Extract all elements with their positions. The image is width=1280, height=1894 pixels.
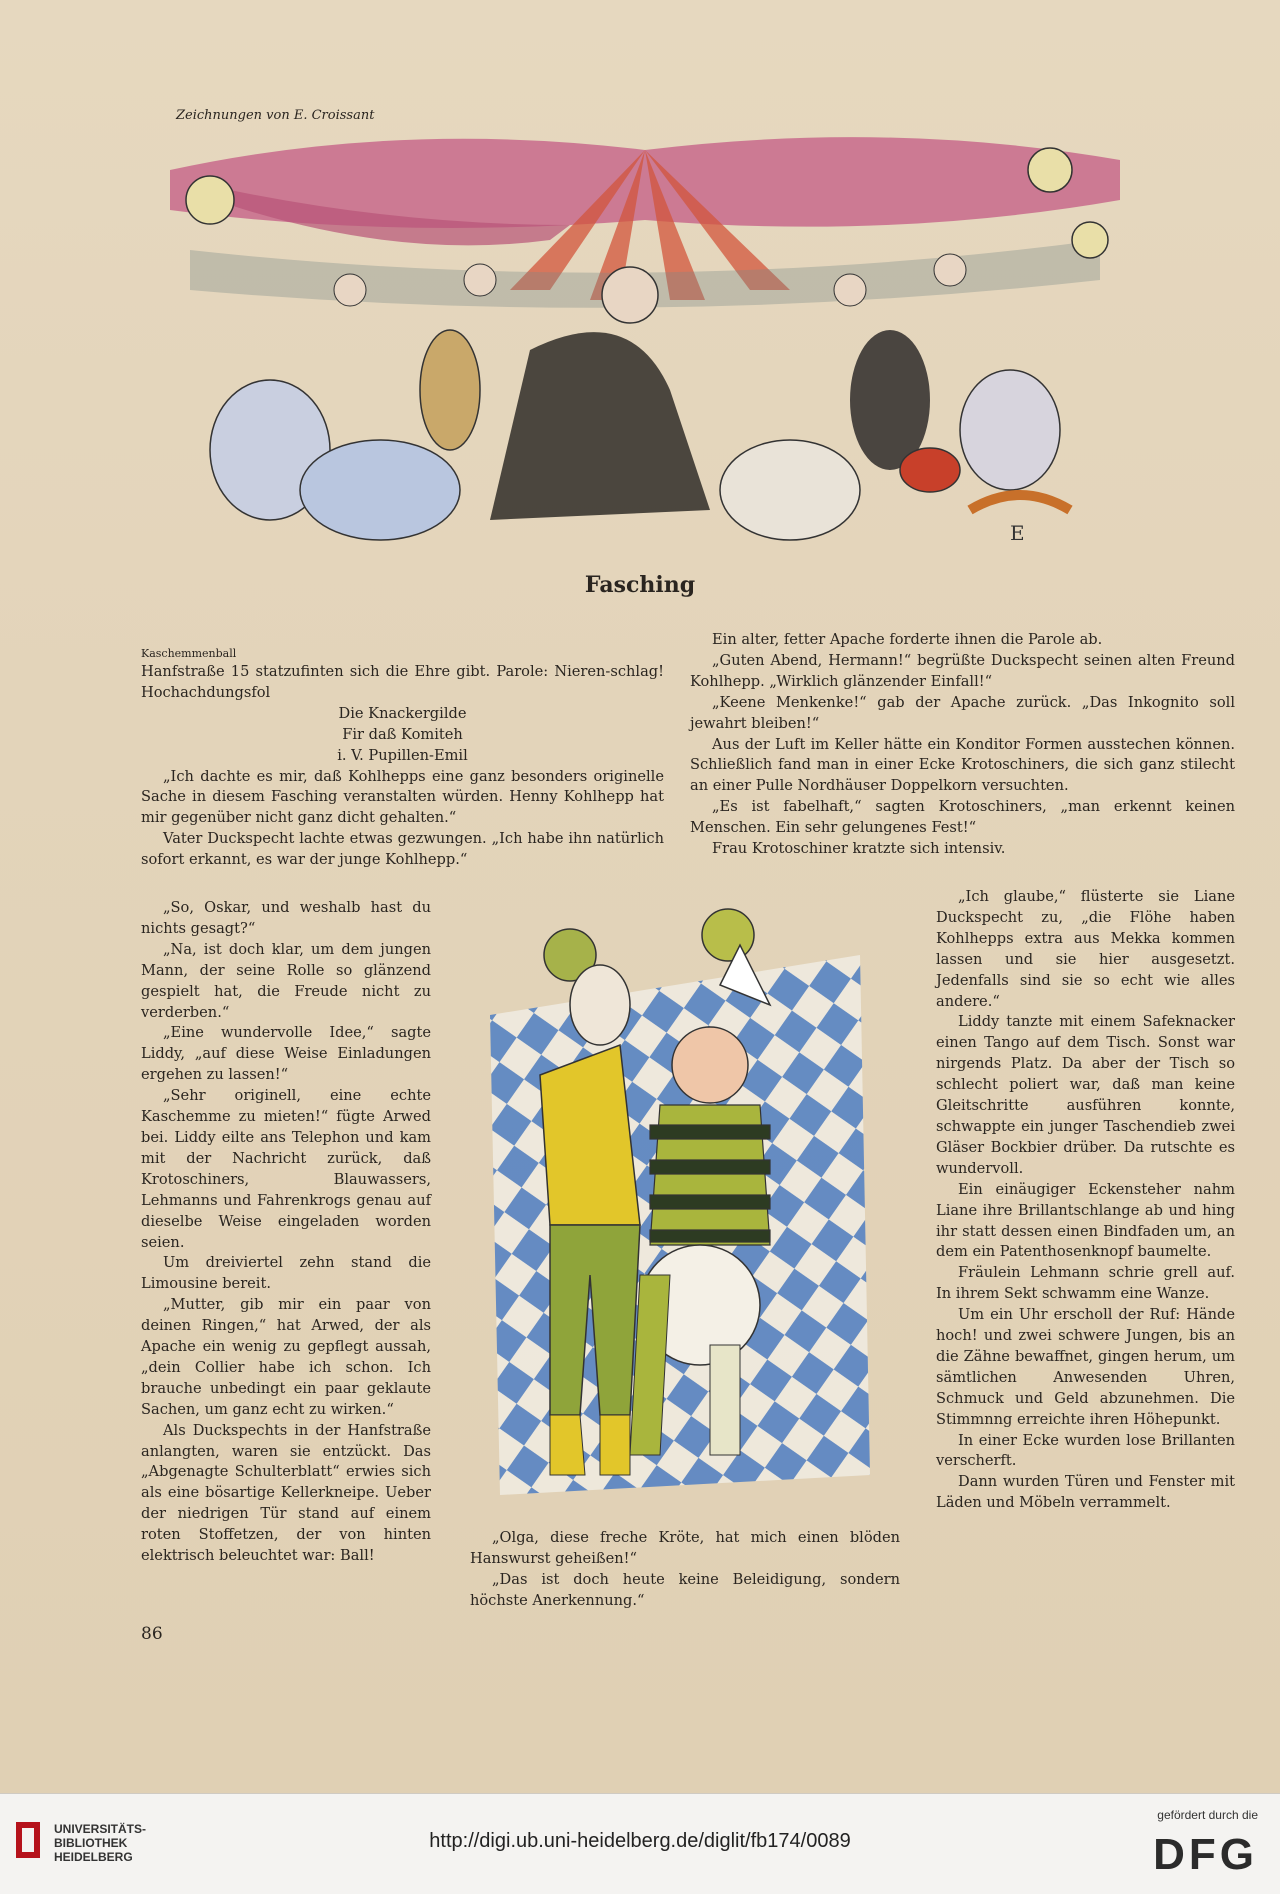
paragraph: Als Duckspechts in der Hanfstraße anlangten, waren sie entzückt. Das „Abgenagte Schulterblatt“ erwies sich als eine bösartige Kellerkneipe. Ueber der niedrigen Tür stand auf einem roten Stoffetzen, der von hinten elektrisch beleuchtet war: Ball! [141, 1421, 431, 1565]
paragraph: „Ich glaube,“ flüsterte sie Liane Duckspecht zu, „die Flöhe haben Kohlhepps extra aus Mekka kommen lassen und sie hier ausgesetzt. Jedenfalls sind sie so echt wie alles andere.“ [936, 888, 1235, 1010]
article-heading: Fasching [584, 572, 696, 598]
paragraph: „Eine wundervolle Idee,“ sagte Liddy, „auf diese Weise Einladungen ergehen zu lassen!“ [141, 1024, 431, 1084]
dfg-logo: DFG [1153, 1830, 1258, 1879]
page-number: 86 [141, 1624, 163, 1644]
left-column-top [141, 646, 664, 871]
paragraph: Kaschemmenball [141, 647, 237, 660]
paragraph: Ein einäugiger Eckensteher nahm Liane ihre Brillantschlange ab und hing ihr statt dessen einen Bindfaden um, an dem ein Patenthosenknopf baumelte. [936, 1180, 1235, 1261]
paragraph: „Keene Menkenke!“ gab der Apache zurück. „Das Inkognito soll jewahrt bleiben!“ [690, 693, 1235, 732]
permalink[interactable]: http://digi.ub.uni-heidelberg.de/diglit/fb174/0089 [429, 1830, 851, 1852]
paragraph: „Guten Abend, Hermann!“ begrüßte Duckspecht seinen alten Freund Kohlhepp. „Wirklich glänzender Einfall!“ [690, 651, 1235, 690]
paragraph: „Olga, diese freche Kröte, hat mich einen blöden Hanswurst geheißen!“ [470, 1529, 900, 1567]
paragraph: „Na, ist doch klar, um dem jungen Mann, der seine Rolle so glänzend gespielt hat, die Freude nicht zu verderben.“ [141, 940, 431, 1021]
illustration-credit: Zeichnungen von E. Croissant [176, 108, 375, 123]
university-name: UNIVERSITÄTS- BIBLIOTHEK HEIDELBERG [54, 1822, 147, 1864]
paragraph: Um ein Uhr erscholl der Ruf: Hände hoch! und zwei schwere Jungen, bis an die Zähne bewaffnet, gingen herum, um sämtlichen Anwesenden Uhren, Schmuck und Geld abzunehmen. Die Stimmnng erreichte ihren Höhepunkt. [936, 1306, 1235, 1428]
paragraph: „Das ist doch heute keine Beleidigung, sondern höchste Anerkennung.“ [470, 1570, 900, 1609]
illustration-hanswurst [470, 895, 880, 1515]
sponsor-label: gefördert durch die [1157, 1808, 1258, 1822]
paragraph: Aus der Luft im Keller hätte ein Konditor Formen ausstechen können. Schließlich fand man in einer Ecke Krotoschiners, die sich ganz stilecht an einer Pulle Nordhäuser Doppelkorn versuchten. [690, 735, 1235, 795]
paragraph: Fir daß Komiteh [342, 725, 463, 743]
paragraph: Die Knackergilde [338, 704, 467, 722]
paragraph: „Es ist fabelhaft,“ sagten Krotoschiners, „man erkennt keinen Menschen. Ein sehr gelungenes Fest!“ [690, 798, 1235, 837]
illustration-ball-scene [150, 130, 1140, 550]
paragraph: „Ich dachte es mir, daß Kohlhepps eine ganz besonders originelle Sache in diesem Fasching veranstalten würden. Henny Kohlhepp hat mir gegenüber nicht ganz dicht gehalten.“ [141, 767, 664, 827]
left-column-narrow [141, 898, 431, 1567]
paragraph: Ein alter, fetter Apache forderte ihnen die Parole ab. [712, 631, 1103, 648]
paragraph: Vater Duckspecht lachte etwas gezwungen. „Ich habe ihn natürlich sofort erkannt, es war der junge Kohlhepp.“ [141, 830, 664, 869]
svg-text:E: E [1010, 521, 1025, 545]
illustration-caption [470, 1528, 900, 1612]
paragraph: „Sehr originell, eine echte Kaschemme zu mieten!“ fügte Arwed bei. Liddy eilte ans Telephon und kam mit der Nachricht zurück, daß Krotoschiners, Blauwassers, Lehmanns und Fahrenkrogs genau auf dieselbe Weise eingeladen worden seien. [141, 1087, 431, 1251]
viewer-footer [0, 1793, 1280, 1894]
paragraph: Dann wurden Türen und Fenster mit Läden und Möbeln verrammelt. [936, 1473, 1235, 1512]
right-column-top [690, 630, 1235, 860]
paragraph: In einer Ecke wurden lose Brillanten verscherft. [936, 1431, 1235, 1470]
paragraph: Frau Krotoschiner kratzte sich intensiv. [712, 840, 1006, 858]
paragraph: „Mutter, gib mir ein paar von deinen Ringen,“ hat Arwed, der als Apache ein wenig zu gepflegt aussah, „dein Collier habe ich schon. Ich brauche unbedingt ein paar geklaute Sachen, um ganz echt zu wirken.“ [141, 1296, 431, 1418]
right-column-narrow [936, 887, 1235, 1514]
paragraph: Hanfstraße 15 statzufinten sich die Ehre gibt. Parole: Nieren-schlag! Hochachdungsfol [141, 663, 664, 701]
paragraph: Liddy tanzte mit einem Safeknacker einen Tango auf dem Tisch. Sonst war nirgends Platz. Da aber der Tisch so schlecht poliert war, daß man keine Gleitschritte ausführen konnte, schwappte ein junger Taschendieb zwei Gläser Bockbier drüber. Da rutschte es wundervoll. [936, 1013, 1235, 1177]
paragraph: „So, Oskar, und weshalb hast du nichts gesagt?“ [141, 899, 431, 937]
paragraph: i. V. Pupillen-Emil [337, 746, 468, 764]
paragraph: Fräulein Lehmann schrie grell auf. In ihrem Sekt schwamm eine Wanze. [936, 1264, 1235, 1303]
paragraph: Um dreiviertel zehn stand die Limousine bereit. [141, 1254, 431, 1293]
